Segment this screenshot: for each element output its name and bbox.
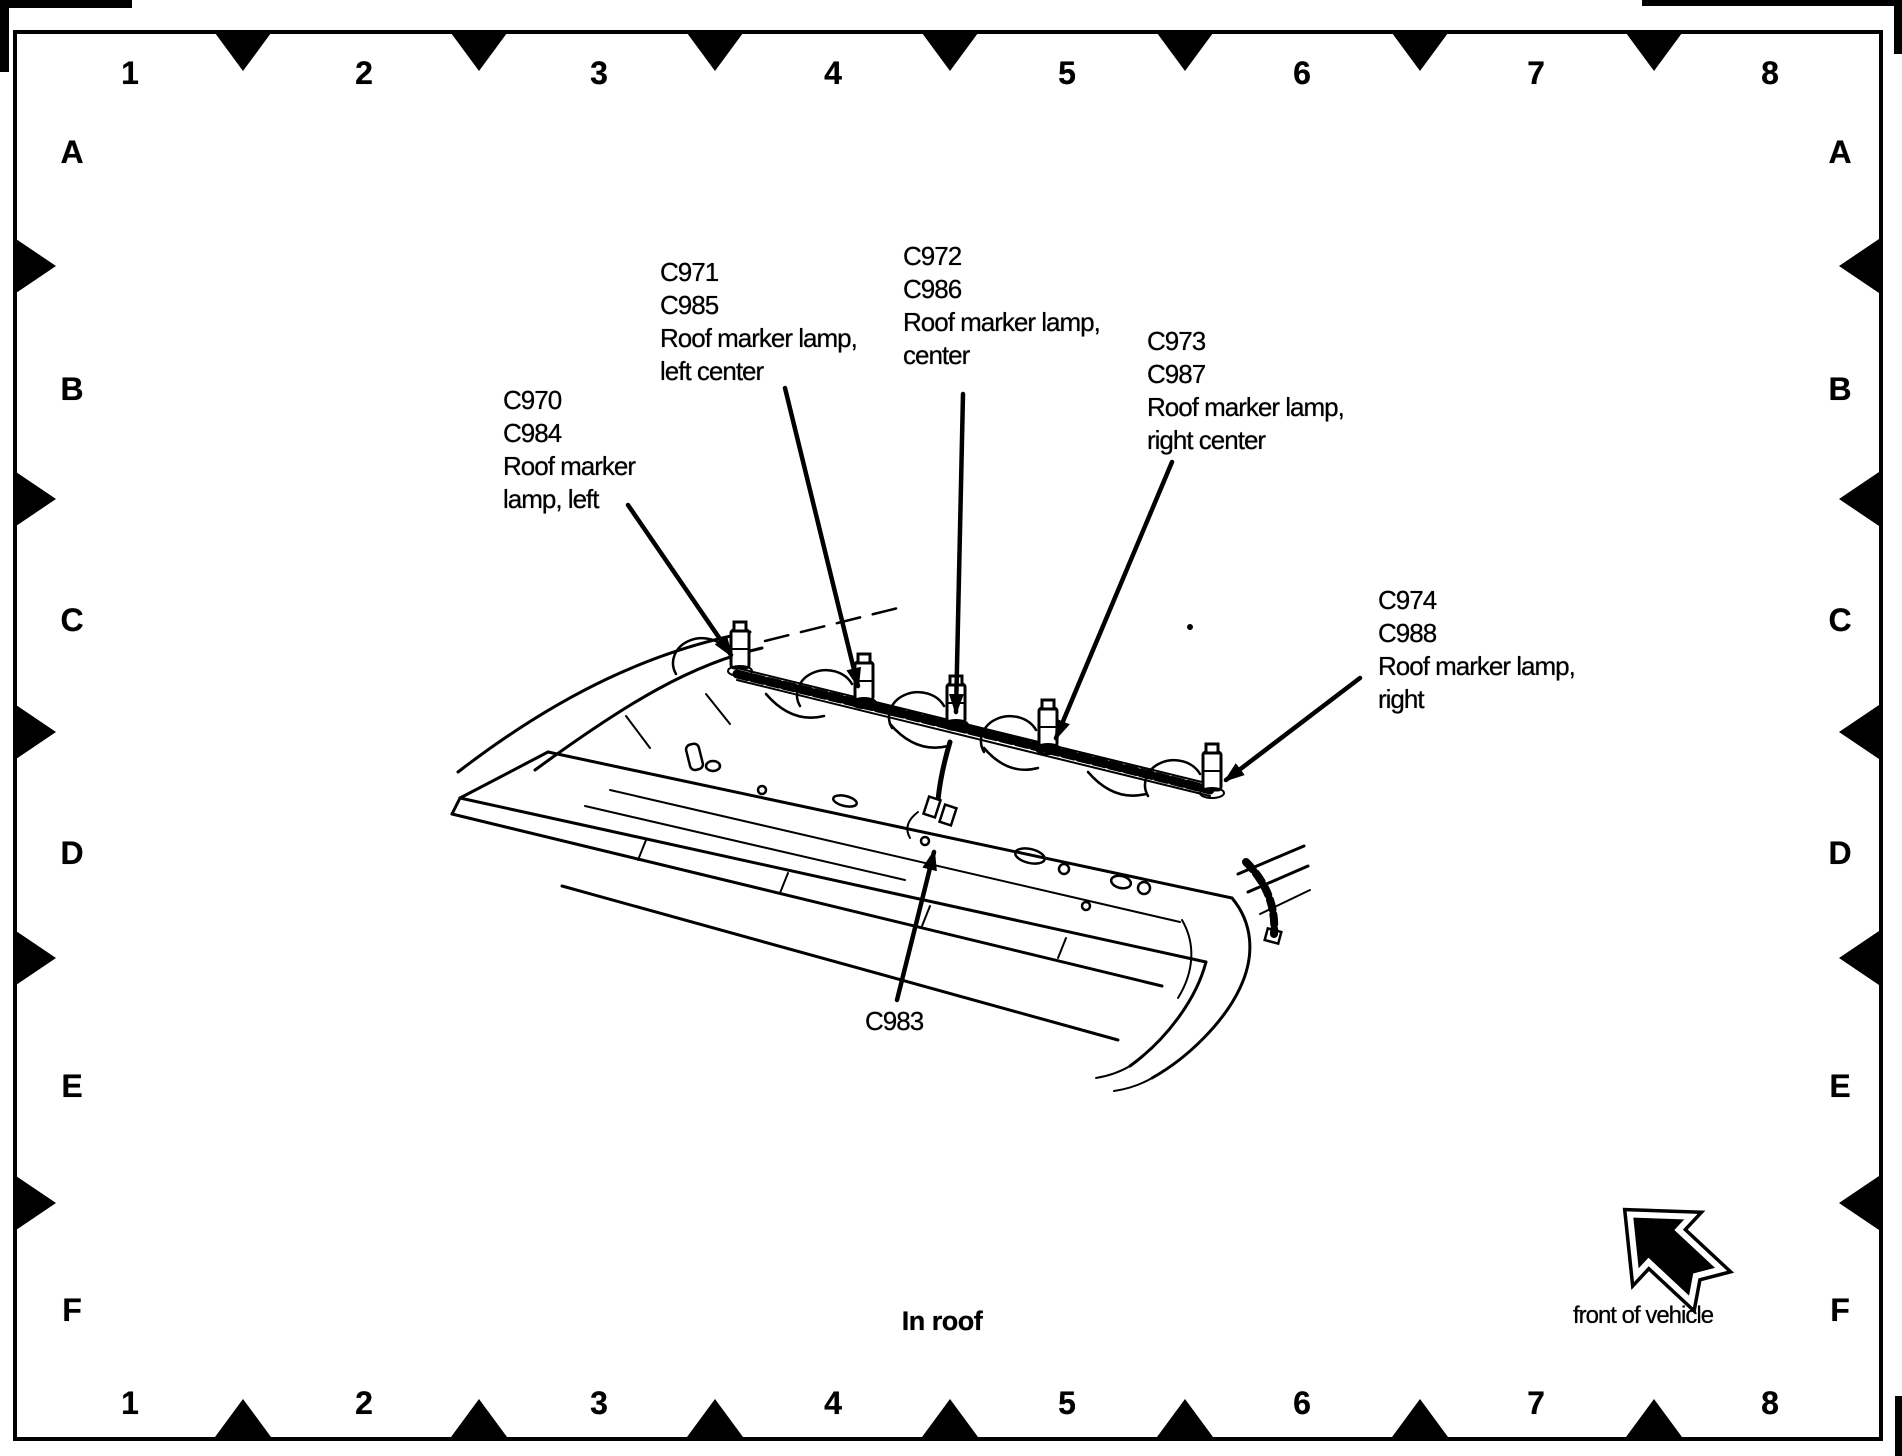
callout-line: right bbox=[1378, 684, 1424, 714]
grid-col-bottom-7: 7 bbox=[1527, 1385, 1545, 1421]
callout-c973 bbox=[1147, 325, 1344, 457]
callout-line: Roof marker lamp, bbox=[1147, 392, 1344, 422]
grid-col-top-2: 2 bbox=[355, 55, 373, 91]
grid-row-right-E: E bbox=[1829, 1068, 1851, 1104]
roof-corner-pillar bbox=[1096, 846, 1310, 1091]
grid-row-right-C: C bbox=[1828, 602, 1852, 638]
callout-line: C974 bbox=[1378, 585, 1437, 615]
grid-col-top-5: 5 bbox=[1058, 55, 1076, 91]
grid-row-left-A: A bbox=[60, 134, 84, 170]
grid-col-top-3: 3 bbox=[590, 55, 608, 91]
leader-c970 bbox=[628, 505, 731, 655]
leader-c972 bbox=[956, 394, 963, 712]
front-of-vehicle-arrow-icon bbox=[1603, 1185, 1734, 1314]
callout-line: C985 bbox=[660, 290, 719, 320]
connector-c983 bbox=[907, 742, 956, 838]
connector-c970 bbox=[728, 622, 752, 676]
callout-line: C986 bbox=[903, 274, 962, 304]
callout-line: right center bbox=[1147, 425, 1266, 455]
callout-line: C970 bbox=[503, 385, 562, 415]
grid-row-left-F: F bbox=[62, 1292, 82, 1328]
grid-col-top-4: 4 bbox=[824, 55, 842, 91]
callout-line: C984 bbox=[503, 418, 562, 448]
connector-c974 bbox=[1200, 744, 1224, 798]
connector-c973 bbox=[1036, 700, 1060, 754]
grid-col-bottom-4: 4 bbox=[824, 1385, 842, 1421]
grid-col-bottom-5: 5 bbox=[1058, 1385, 1076, 1421]
callout-line: center bbox=[903, 340, 970, 370]
callout-c974 bbox=[1378, 584, 1575, 716]
grid-col-top-6: 6 bbox=[1293, 55, 1311, 91]
figure-caption: In roof bbox=[901, 1306, 983, 1336]
leader-c974 bbox=[1226, 678, 1360, 780]
grid-row-right-B: B bbox=[1828, 371, 1852, 407]
callout-line: Roof marker bbox=[503, 451, 636, 481]
callout-c983 bbox=[865, 1005, 923, 1038]
leader-c973 bbox=[1056, 462, 1172, 738]
grid-row-left-C: C bbox=[60, 602, 84, 638]
callout-line: C988 bbox=[1378, 618, 1437, 648]
callout-line: C987 bbox=[1147, 359, 1206, 389]
callout-line: C983 bbox=[865, 1006, 924, 1036]
grid-col-top-7: 7 bbox=[1527, 55, 1545, 91]
wiring-harness bbox=[673, 638, 1281, 943]
grid-col-bottom-3: 3 bbox=[590, 1385, 608, 1421]
callout-leaders bbox=[628, 388, 1360, 1000]
callout-line: C973 bbox=[1147, 326, 1206, 356]
front-of-vehicle-label: front of vehicle bbox=[1572, 1302, 1714, 1329]
callout-c971 bbox=[660, 256, 857, 388]
callout-c970 bbox=[503, 384, 635, 516]
grid-col-top-1: 1 bbox=[121, 55, 139, 91]
grid-col-bottom-6: 6 bbox=[1293, 1385, 1311, 1421]
roof-panel bbox=[452, 616, 1232, 1040]
grid-row-right-F: F bbox=[1830, 1292, 1850, 1328]
leader-c971 bbox=[785, 388, 858, 686]
callout-line: C972 bbox=[903, 241, 962, 271]
callout-line: Roof marker lamp, bbox=[660, 323, 857, 353]
callout-line: Roof marker lamp, bbox=[1378, 651, 1575, 681]
grid-col-bottom-2: 2 bbox=[355, 1385, 373, 1421]
windshield-header-curves bbox=[458, 607, 902, 772]
grid-row-left-E: E bbox=[61, 1068, 83, 1104]
callout-c972 bbox=[903, 240, 1100, 372]
grid-row-right-A: A bbox=[1828, 134, 1852, 170]
callout-line: left center bbox=[660, 356, 764, 386]
callout-line: lamp, left bbox=[503, 484, 599, 514]
grid-row-right-D: D bbox=[1828, 835, 1852, 871]
grid-col-top-8: 8 bbox=[1761, 55, 1779, 91]
callout-line: Roof marker lamp, bbox=[903, 307, 1100, 337]
grid-col-bottom-1: 1 bbox=[121, 1385, 139, 1421]
grid-row-left-B: B bbox=[60, 371, 84, 407]
grid-col-bottom-8: 8 bbox=[1761, 1385, 1779, 1421]
leader-c983 bbox=[897, 852, 934, 1000]
grid-row-left-D: D bbox=[60, 835, 84, 871]
callout-line: C971 bbox=[660, 257, 719, 287]
